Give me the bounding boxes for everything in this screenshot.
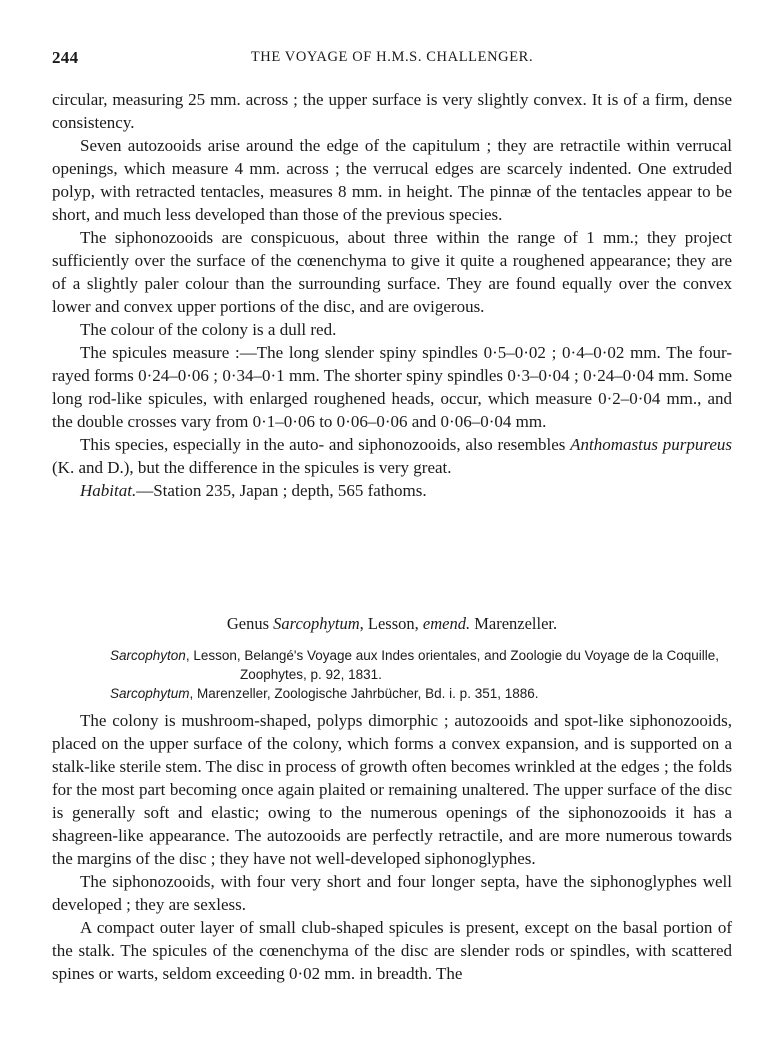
paragraph: The siphonozooids are conspicuous, about three within the range of 1 mm.; they project sufficiently over the surface of the cœnenchyma to give it quite a roughened appearance; they are of a slightly paler colour than the surrounding surface. They are found equally over the convex lower and convex upper portions of the disc, and are ovigerous. <box>52 228 732 316</box>
text: Genus <box>226 614 274 633</box>
resemblance-paragraph <box>52 433 732 479</box>
text: This species, especially in the auto- and siphonozooids, also resembles <box>80 435 571 454</box>
synonymy-continuation: Zoophytes, p. 92, 1831. <box>240 667 382 682</box>
habitat-text: —Station 235, Japan ; depth, 565 fathoms. <box>136 481 427 500</box>
synonym-name: Sarcophytum <box>110 686 190 701</box>
paragraph: circular, measuring 25 mm. across ; the upper surface is very slightly convex. It is of a firm, dense consistency. <box>52 90 732 132</box>
text: (K. and D.), but the difference in the spicules is very great. <box>52 458 452 477</box>
emend-text: emend. <box>422 614 471 633</box>
synonymy-entry <box>110 646 732 665</box>
synonymy-list <box>110 646 732 703</box>
genus-heading <box>52 614 732 634</box>
citation: , Marenzeller, Zoologische Jahrbücher, Bd. i. p. 351, 1886. <box>189 686 539 701</box>
paragraph: Seven autozooids arise around the edge of the capitulum ; they are retractile within verrucal openings, which measure 4 mm. across ; the verrucal edges are scarcely indented. One extruded polyp, with retracted tentacles, measures 8 mm. in height. The pinnæ of the tentacles appear to be short, and much less developed than those of the previous species. <box>52 136 732 224</box>
genus-name: Sarcophytum <box>273 614 360 633</box>
synonymy-entry <box>110 684 732 703</box>
paragraph: A compact outer layer of small club-shaped spicules is present, except on the basal portion of the stalk. The spicules of the cœnenchyma of the disc are slender rods or spindles, with scattered spines or warts, seldom exceeding 0·02 mm. in breadth. The <box>52 918 732 983</box>
synonym-name: Sarcophyton <box>110 648 186 663</box>
text: Marenzeller. <box>470 614 558 633</box>
species-description <box>52 88 732 502</box>
page-number: 244 <box>52 48 79 67</box>
paragraph: The colour of the colony is a dull red. <box>80 320 337 339</box>
paragraph: The spicules measure :—The long slender spiny spindles 0·5–0·02 ; 0·4–0·02 mm. The four-rayed forms 0·24–0·06 ; 0·34–0·1 mm. The shorter spiny spindles 0·3–0·04 ; 0·24–0·04 mm. Some long rod-like spicules, with enlarged roughened heads, occur, which measure 0·2–0·04 mm., and the double crosses vary from 0·1–0·06 to 0·06–0·06 and 0·06–0·04 mm. <box>52 343 732 431</box>
species-name: Anthomastus purpureus <box>570 435 732 454</box>
habitat-label: Habitat. <box>80 481 137 500</box>
text: , Lesson, <box>359 614 423 633</box>
genus-description <box>52 709 732 985</box>
citation: , Lesson, Belangé's Voyage aux Indes orientales, and Zoologie du Voyage de la Coquille, <box>185 648 720 663</box>
running-title: THE VOYAGE OF H.M.S. CHALLENGER. <box>250 49 534 65</box>
habitat-paragraph <box>52 479 732 502</box>
running-header <box>52 48 732 72</box>
paragraph: The siphonozooids, with four very short and four longer septa, have the siphonoglyphes well developed ; they are sexless. <box>52 872 732 914</box>
paragraph: The colony is mushroom-shaped, polyps dimorphic ; autozooids and spot-like siphonozooids, placed on the upper surface of the colony, which forms a convex expansion, and is supported on a stalk-like sterile stem. The disc in process of growth often becomes wrinkled at the edges ; the folds for the most part becoming once again plaited or remaining unaltered. The upper surface of the disc is generally soft and elastic; owing to the numerous openings of the siphonozooids it has a shagreen-like appearance. The autozooids are perfectly retractile, and are more numerous towards the margins of the disc ; they have not well-developed siphonoglyphes. <box>52 711 732 868</box>
